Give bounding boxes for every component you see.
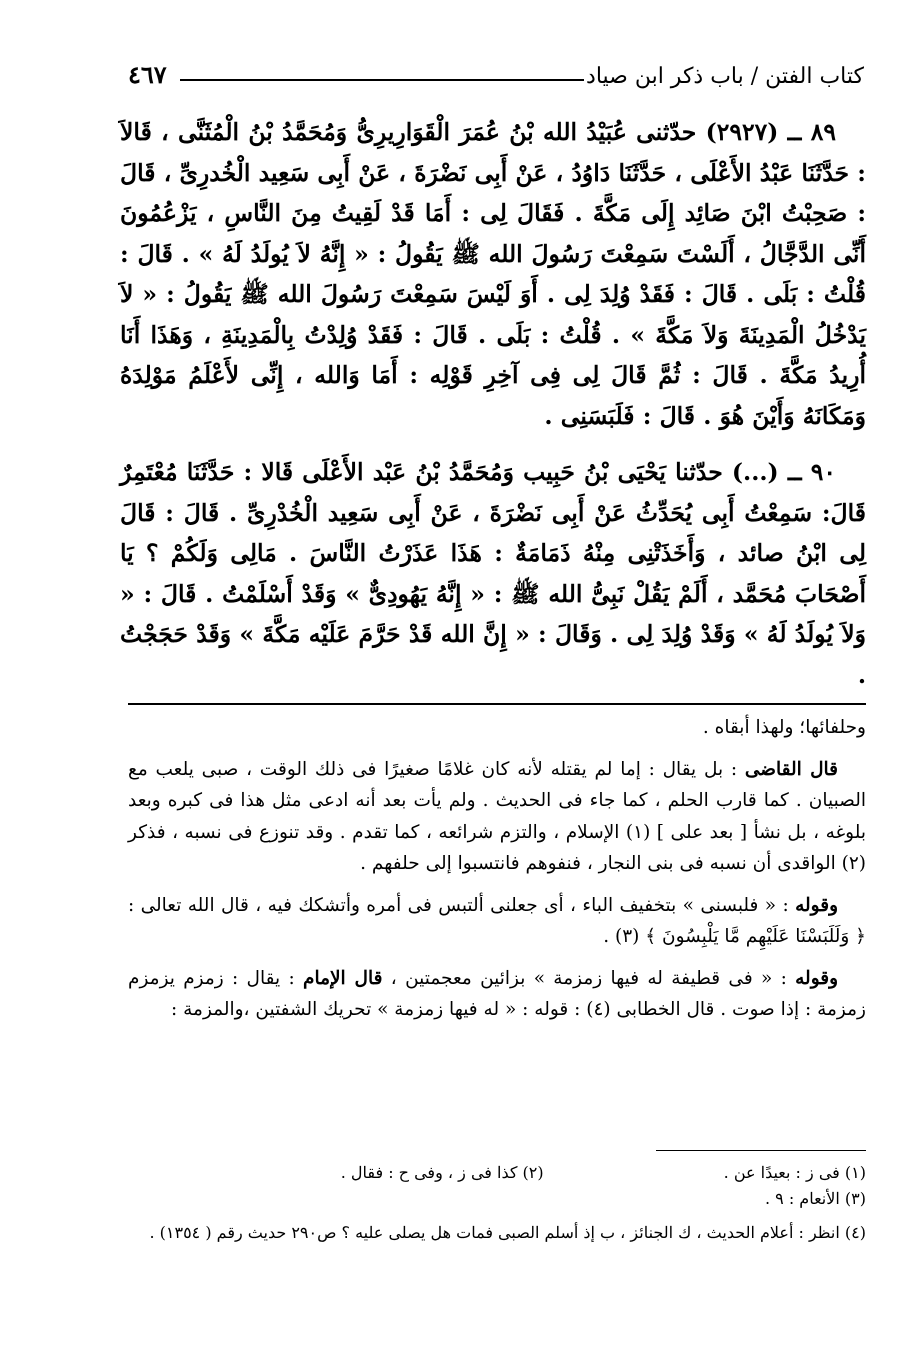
footnote-3: (٣) الأنعام : ٩ . — [764, 1189, 866, 1208]
hadith-89-text: ٨٩ ــ (٢٩٢٧) حدّثنى عُبَيْدُ الله بْنُ عُمَرَ الْقَوَارِيرِىُّ وَمُحَمَّدُ بْنُ الْمُثَنَّى ، قَالاَ : حَدَّثَنَا عَبْدُ الأَعْلَى ، حَدَّثَنَا دَاوُدُ ، عَنْ أَبِى نَضْرَةَ ، عَنْ أَبِى سَعِيد الْخُدرِىِّ ، قَالَ : صَحِبْتُ ابْنَ صَائِد إِلَى مَكَّةَ . فَقَالَ لِى : أَمَا قَدْ لَقِيتُ مِنَ النَّاسِ ، يَزْعُمُونَ أَنِّى الدَّجَّالُ ، أَلَسْتَ سَمِعْتَ رَسُولَ الله ﷺ يَقُولُ : « إِنَّهُ لاَ يُولَدُ لَهُ » . قَالَ : قُلْتُ : بَلَى . قَالَ : فَقَدْ وُلِدَ لِى . أَوَ لَيْسَ سَمِعْتَ رَسُولَ الله ﷺ يَقُولُ : « لاَ يَدْخُلُ الْمَدِينَةَ وَلاَ مَكَّةَ » . قُلْتُ : بَلَى . قَالَ : فَقَدْ وُلِدْتُ بِالْمَدِينَةِ ، وَهَذَا أَنَا أُرِيدُ مَكَّةَ . قَالَ : ثُمَّ قَالَ لِى فِى آخِرِ قَوْلِه : أَمَا وَالله ، إِنِّى لأَعْلَمُ مَوْلِدَهُ وَمَكَانَهُ وَأَيْنَ هُوَ . قَالَ : فَلَبَسَنِى . — [120, 118, 866, 430]
commentary-paragraph-3 — [128, 963, 866, 1026]
commentary-label: وقوله — [795, 967, 839, 989]
commentary-paragraph-0: وحلفائها؛ ولهذا أبقاه . — [702, 717, 866, 738]
footnote-row — [128, 1160, 866, 1186]
commentary-text: : يقال : زمزم يزمزم زمزمة : إذا صوت . قال الخطابى (٤) : قوله : « له فيها زمزمة » تحريك الشفتين ،والمزمة : — [128, 967, 866, 1020]
commentary-label: وقوله — [795, 894, 838, 916]
commentary — [128, 712, 866, 1036]
footnote-2: (٢) كذا فى ز ، وفى ح : فقال . — [340, 1163, 544, 1182]
header-rule — [180, 79, 584, 81]
page-number: ٤٦٧ — [128, 60, 167, 89]
commentary-label: قال القاضى — [744, 758, 839, 780]
commentary-text: : « فلبسنى » بتخفيف الباء ، أى جعلنى ألتبس فى أمره وأتشكك فيه ، قال الله تعالى : ﴿ وَلَلَبَسْنَا عَلَيْهِم مَّا يَلْبِسُونَ ﴾ (٣) . — [128, 894, 866, 947]
page-header — [128, 60, 864, 96]
commentary-text: : « فى قطيفة له فيها زمزمة » بزائين معجمتين ، — [390, 967, 787, 989]
footnote-1: (١) فى ز : بعيدًا عن . — [723, 1163, 866, 1182]
footnotes — [128, 1160, 866, 1246]
commentary-text: : بل يقال : إما لم يقتله لأنه كان غلامًا صغيرًا فى ذلك الوقت ، صبى يلعب مع الصبيان . كما قارب الحلم ، كما جاء فى الحديث . ولم يأت بعد أنه ادعى مثل هذا فى كبره وبعد بلوغه ، بل نشأ [ بعد على ] (١) الإسلام ، والتزم شرائعه ، كما تقدم . وقد تنوزع فى نسبه ، فذكر (٢) الواقدى أن نسبه فى بنى النجار ، فنفوهم فانتسبوا إلى حلفهم . — [128, 758, 866, 874]
commentary-label: قال الإمام — [303, 967, 383, 989]
footnote-rule — [656, 1150, 866, 1151]
commentary-paragraph-2 — [128, 890, 866, 953]
hadith-90 — [120, 452, 866, 695]
footnote-4: (٤) انظر : أعلام الحديث ، ك الجنائز ، ب إذ أسلم الصبى فمات هل يصلى عليه ؟ ص٢٩٠ حديث رقم ( ١٣٥٤) . — [149, 1223, 866, 1242]
hadith-90-text: ٩٠ ــ (...) حدّثنا يَحْيَى بْنُ حَبِيب وَمُحَمَّدُ بْنُ عَبْد الأَعْلَى قَالا : حَدَّثَنَا مُعْتَمِرٌ قَالَ: سَمِعْتُ أَبِى يُحَدِّثُ عَنْ أَبِى نَضْرَةَ ، عَنْ أَبِى سَعِيد الْخُدْرِىِّ . قَالَ : قَالَ لِى ابْنُ صائد ، وَأَخَذَتْنِى مِنْهُ ذَمَامَةٌ : هَذَا عَذَرْتُ النَّاسَ . مَالِى وَلَكُمْ ؟ يَا أَصْحَابَ مُحَمَّد ، أَلَمْ يَقُلْ نَبِىُّ الله ﷺ : « إِنَّهُ يَهُودِىٌّ » وَقَدْ أَسْلَمْتُ . قَالَ : « وَلاَ يُولَدُ لَهُ » وَقَدْ وُلِدَ لِى . وَقَالَ : « إِنَّ الله قَدْ حَرَّمَ عَلَيْه مَكَّةَ » وَقَدْ حَجَجْتُ . — [120, 458, 866, 689]
running-title: كتاب الفتن / باب ذكر ابن صياد — [586, 64, 864, 89]
hadith-89 — [120, 112, 866, 436]
commentary-paragraph-1 — [128, 754, 866, 880]
text-commentary-divider — [128, 703, 866, 705]
